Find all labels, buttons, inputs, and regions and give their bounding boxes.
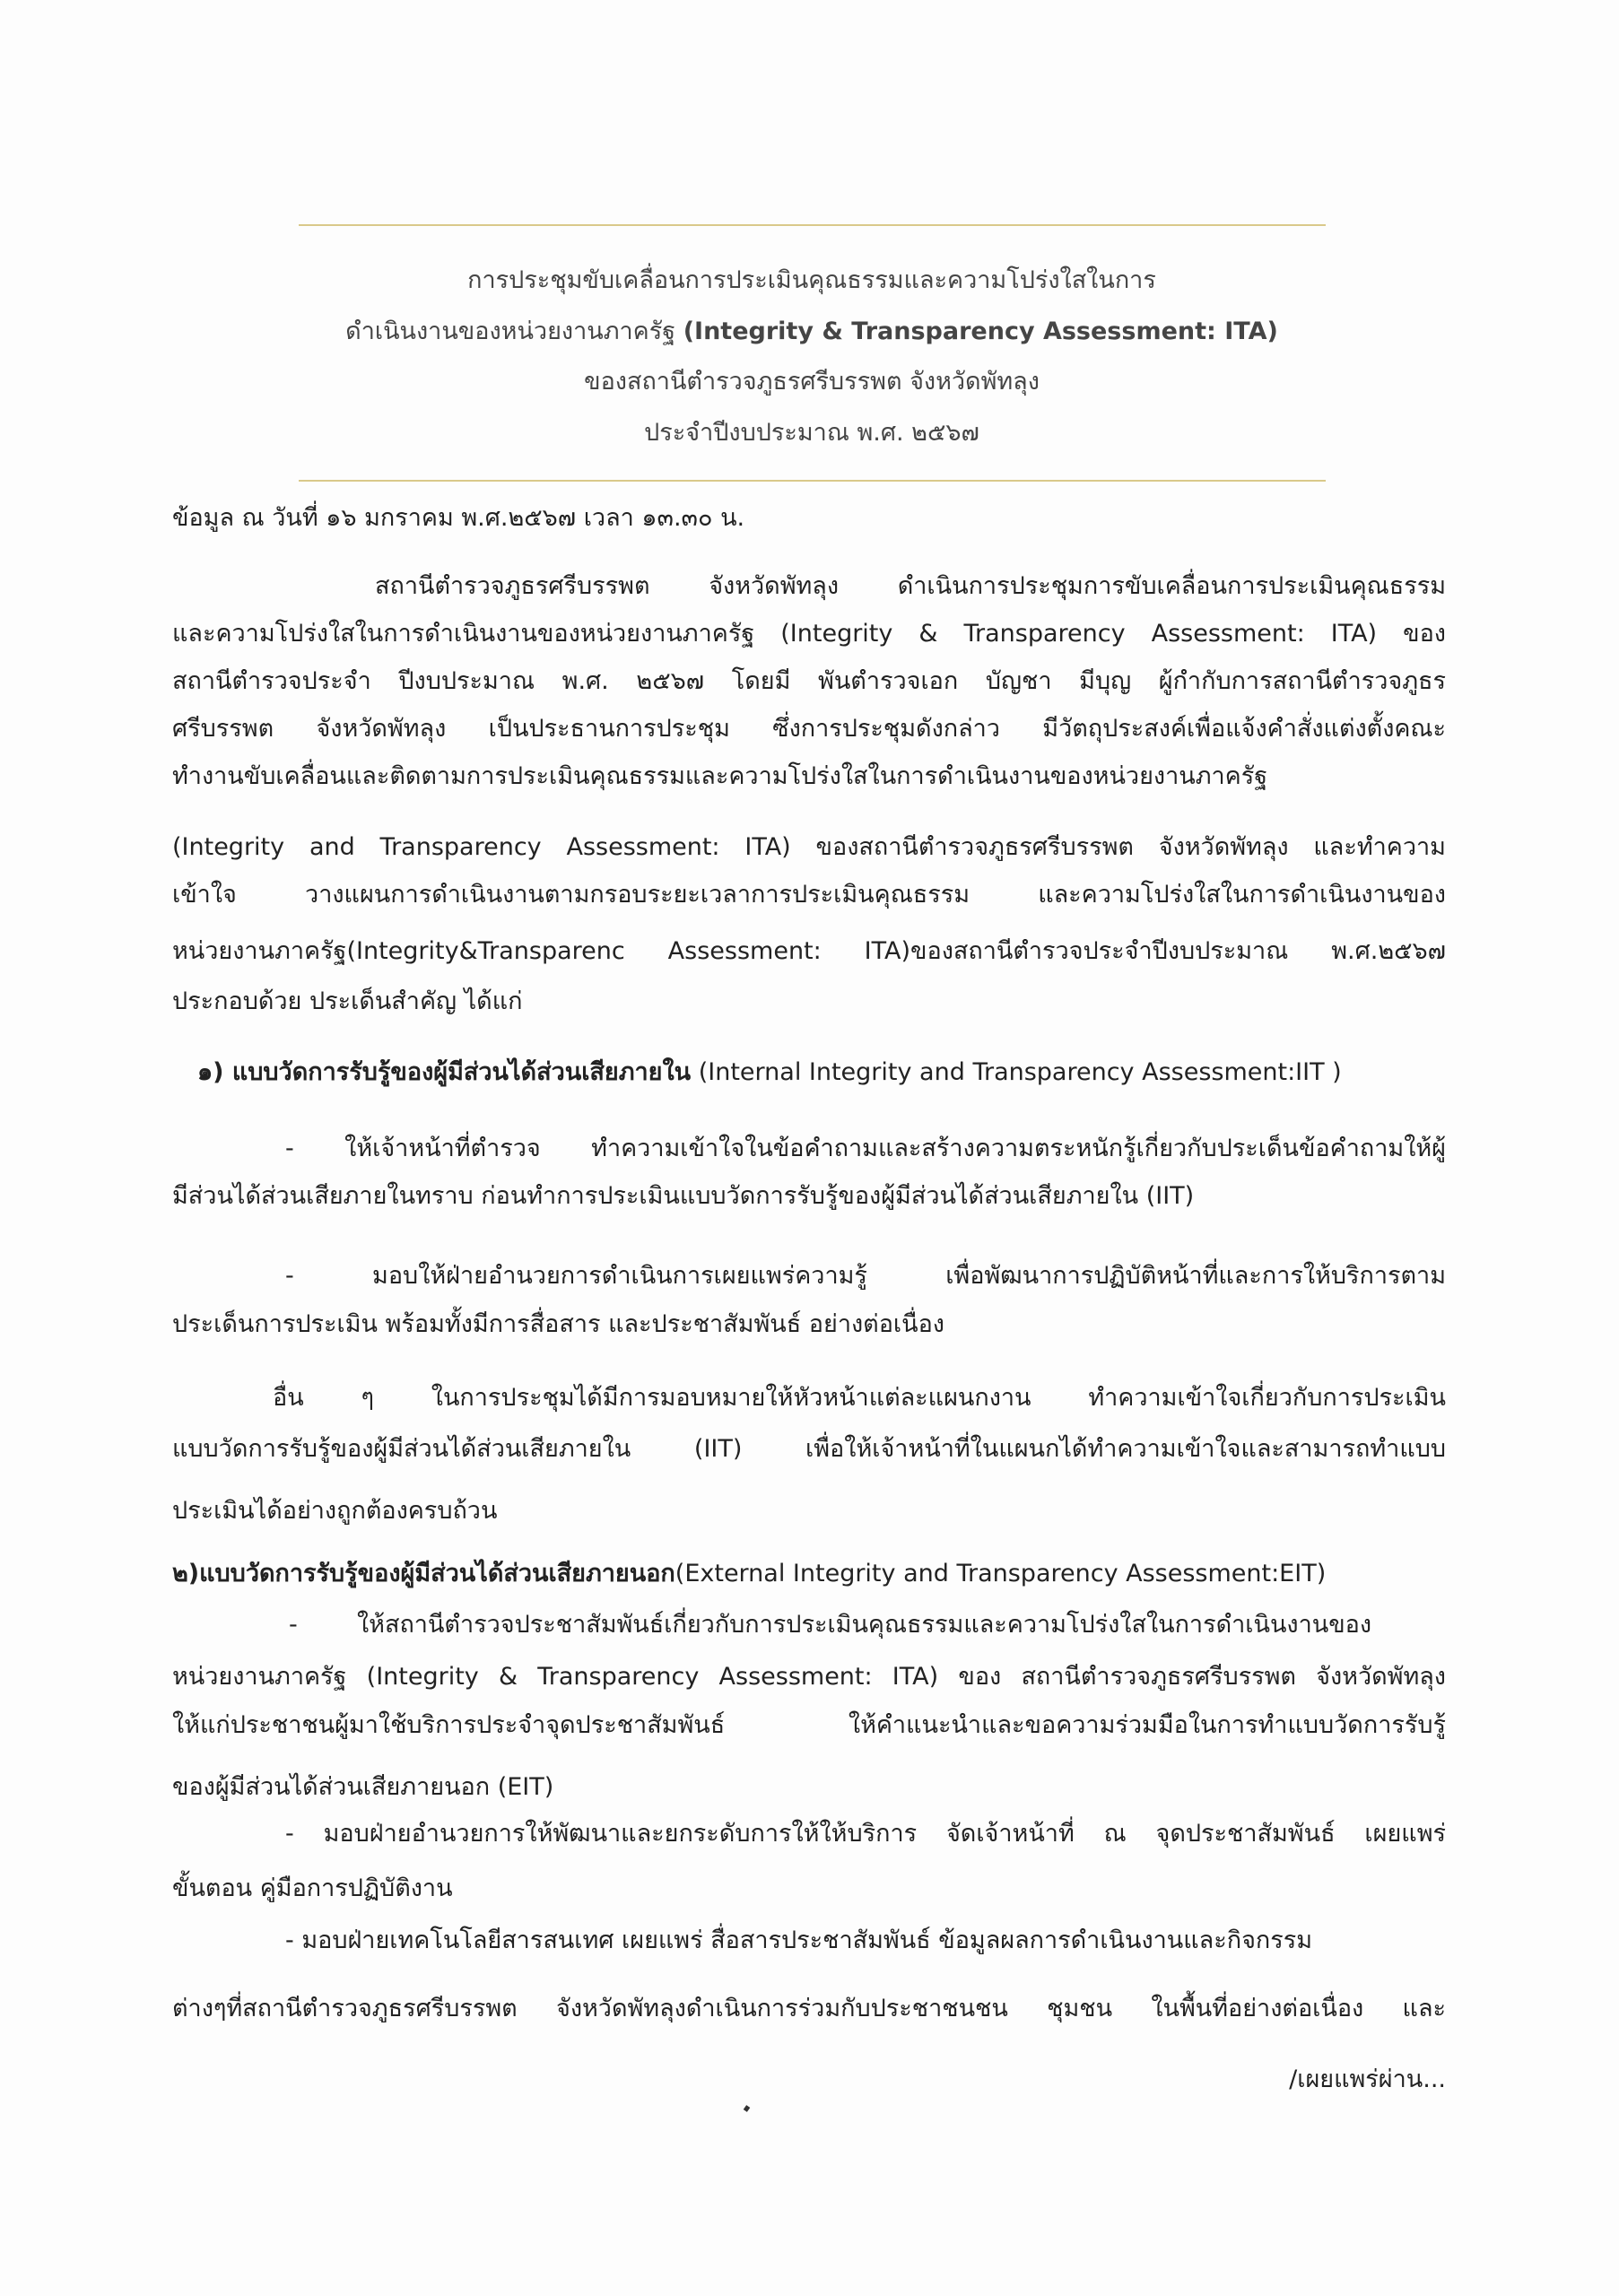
section-2-p1-line: ให้แก่ประชาชนผู้มาใช้บริการประจำจุดประชาสัมพันธ์ ให้คำแนะนำและขอความร่วมมือในการทำแบบวัดการรับรู้ xyxy=(172,1711,1446,1739)
intro-line: หน่วยงานภาครัฐ(Integrity&Transparenc Assessment: ITA)ของสถานีตำรวจประจำปีงบประมาณ พ.ศ.๒๕๖๗ xyxy=(172,937,1446,965)
section-2-heading-thai: ๒)แบบวัดการรับรู้ของผู้มีส่วนได้ส่วนเสียภายนอก xyxy=(172,1560,675,1587)
section-1-p2-line: ประเด็นการประเมิน พร้อมทั้งมีการสื่อสาร และประชาสัมพันธ์ อย่างต่อเนื่อง xyxy=(172,1310,944,1338)
intro-line: เข้าใจ วางแผนการดำเนินงานตามกรอบระยะเวลาการประเมินคุณธรรม และความโปร่งใสในการดำเนินงานของ xyxy=(172,881,1446,909)
top-divider xyxy=(299,224,1326,226)
section-2-heading xyxy=(172,1558,1446,1590)
intro-line: และความโปร่งใสในการดำเนินงานของหน่วยงานภาครัฐ (Integrity & Transparency Assessment: ITA) ของ xyxy=(172,620,1446,648)
title-line-4: ประจำปีงบประมาณ พ.ศ. ๒๕๖๗ xyxy=(644,419,979,447)
intro-line: สถานีตำรวจประจำ ปีงบประมาณ พ.ศ. ๒๕๖๗ โดยมี พันตำรวจเอก บัญชา มีบุญ ผู้กำกับการสถานีตำรวจภูธร xyxy=(172,667,1446,695)
section-1-p1-line: - ให้เจ้าหน้าที่ตำรวจ ทำความเข้าใจในข้อคำถามและสร้างความตระหนักรู้เกี่ยวกับประเด็นข้อคำถามให้ผู้ xyxy=(285,1135,1446,1162)
dateline: ข้อมูล ณ วันที่ ๑๖ มกราคม พ.ศ.๒๕๖๗ เวลา ๑๓.๓๐ น. xyxy=(172,504,745,532)
section-1-p3-line: อื่น ๆ ในการประชุมได้มีการมอบหมายให้หัวหน้าแต่ละแผนกงาน ทำความเข้าใจเกี่ยวกับการประเมิน xyxy=(273,1384,1446,1412)
intro-line: ศรีบรรพต จังหวัดพัทลุง เป็นประธานการประชุม ซึ่งการประชุมดังกล่าว มีวัตถุประสงค์เพื่อแจ้งคำสั่งแต่งตั้งคณะ xyxy=(172,715,1446,743)
section-2-heading-english: (External Integrity and Transparency Assessment:EIT) xyxy=(675,1560,1327,1587)
section-2-p3-line: - มอบฝ่ายเทคโนโลยีสารสนเทศ เผยแพร่ สื่อสารประชาสัมพันธ์ ข้อมูลผลการดำเนินงานและกิจกรรม xyxy=(285,1926,1313,1954)
intro-line: ทำงานขับเคลื่อนและติดตามการประเมินคุณธรรมและความโปร่งใสในการดำเนินงานของหน่วยงานภาครัฐ xyxy=(172,762,1268,790)
intro-line: ประกอบด้วย ประเด็นสำคัญ ได้แก่ xyxy=(172,987,523,1015)
section-2-p1-line: หน่วยงานภาครัฐ (Integrity & Transparency Assessment: ITA) ของ สถานีตำรวจภูธรศรีบรรพต จังหวัดพัทลุง xyxy=(172,1663,1446,1691)
intro-line: สถานีตำรวจภูธรศรีบรรพต จังหวัดพัทลุง ดำเนินการประชุมการขับเคลื่อนการประเมินคุณธรรม xyxy=(375,572,1446,600)
section-2-p1-dash: - xyxy=(289,1611,298,1639)
section-1-heading-thai: ๑) แบบวัดการรับรู้ของผู้มีส่วนได้ส่วนเสียภายใน xyxy=(197,1058,692,1086)
title-line-3: ของสถานีตำรวจภูธรศรีบรรพต จังหวัดพัทลุง xyxy=(584,368,1040,396)
title-line-1: การประชุมขับเคลื่อนการประเมินคุณธรรมและความโปร่งใสในการ xyxy=(467,266,1156,294)
title-line-2-thai: ดำเนินงานของหน่วยงานภาครัฐ xyxy=(345,317,683,345)
section-2-p1-line: ให้สถานีตำรวจประชาสัมพันธ์เกี่ยวกับการประเมินคุณธรรมและความโปร่งใสในการดำเนินงานของ xyxy=(357,1611,1372,1639)
title-line-2-english: (Integrity & Transparency Assessment: ITA) xyxy=(683,317,1278,345)
section-1-heading xyxy=(197,1057,1471,1089)
intro-line: (Integrity and Transparency Assessment: ITA) ของสถานีตำรวจภูธรศรีบรรพต จังหวัดพัทลุง และทำความ xyxy=(172,833,1446,861)
section-2-p3-line: ต่างๆที่สถานีตำรวจภูธรศรีบรรพต จังหวัดพัทลุงดำเนินการร่วมกับประชาชนชน ชุมชน ในพื้นที่อย่างต่อเนื่อง และ xyxy=(172,1995,1446,2022)
section-1-p1-line: มีส่วนได้ส่วนเสียภายในทราบ ก่อนทำการประเมินแบบวัดการรับรู้ของผู้มีส่วนได้ส่วนเสียภายใน (IIT) xyxy=(172,1182,1195,1210)
section-1-p2-line: - มอบให้ฝ่ายอำนวยการดำเนินการเผยแพร่ความรู้ เพื่อพัฒนาการปฏิบัติหน้าที่และการให้บริการตาม xyxy=(285,1262,1446,1290)
continuation-note: /เผยแพร่ผ่าน... xyxy=(1289,2066,1446,2093)
section-1-p3-line: ประเมินได้อย่างถูกต้องครบถ้วน xyxy=(172,1497,498,1525)
bottom-divider xyxy=(299,480,1326,482)
section-1-p3-line: แบบวัดการรับรู้ของผู้มีส่วนได้ส่วนเสียภายใน (IIT) เพื่อให้เจ้าหน้าที่ในแผนกได้ทำความเข้าใจและสามารถทำแบบ xyxy=(172,1435,1446,1463)
section-2-p2-line: ขั้นตอน คู่มือการปฏิบัติงาน xyxy=(172,1874,453,1902)
section-1-heading-english: (Internal Integrity and Transparency Assessment:IIT ) xyxy=(691,1058,1342,1086)
stray-mark xyxy=(744,2105,751,2112)
section-2-p2-line: - มอบฝ่ายอำนวยการให้พัฒนาและยกระดับการให้ให้บริการ จัดเจ้าหน้าที่ ณ จุดประชาสัมพันธ์ เผยแพร่ xyxy=(285,1820,1446,1848)
title-line-2 xyxy=(233,311,1390,350)
section-2-p1-line: ของผู้มีส่วนได้ส่วนเสียภายนอก (EIT) xyxy=(172,1773,554,1801)
